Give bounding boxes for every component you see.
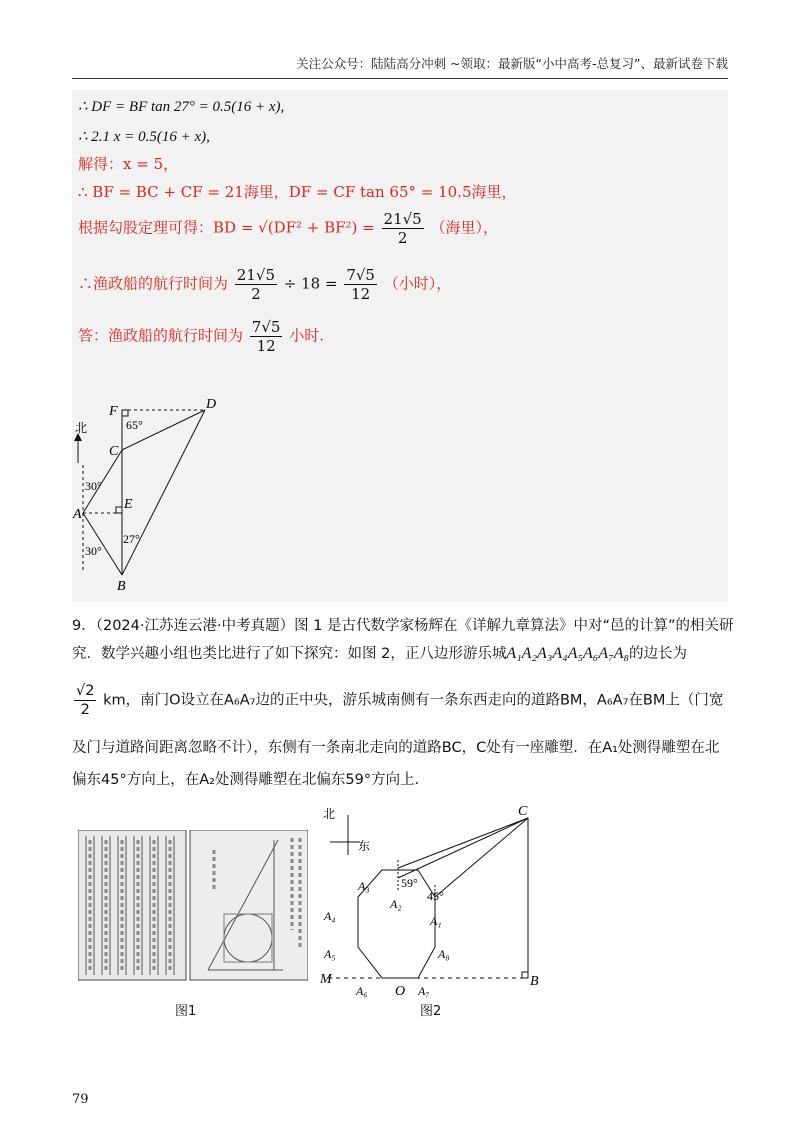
label-B: B (530, 974, 539, 989)
label-A2: A₂ (390, 897, 402, 911)
page-header: 关注公众号：陆陆高分冲刺 ~领取：最新版“小中高考-总复习”、最新试卷下载 (296, 56, 728, 71)
angle-27: 27° (123, 532, 140, 546)
question-line-3: $\frac{√2}{2}$ km，南门O设立在A₆A₇边的正中央，游乐城南侧有一条东西走向的道路BM，A₆A₇在BM上（门宽 (76, 683, 724, 718)
angle-30-top: 30° (85, 479, 102, 493)
solution-block (72, 90, 728, 602)
label-A6: A₆ (356, 984, 368, 998)
label-A5: A₅ (324, 947, 336, 961)
label-A8: A₈ (438, 947, 450, 961)
label-A4: A₄ (324, 909, 336, 923)
angle-30-bottom: 30° (85, 544, 102, 558)
label-B: B (117, 579, 126, 594)
page-number: 79 (72, 1092, 89, 1107)
angle-59: 59° (401, 876, 418, 890)
label-C: C (518, 804, 528, 819)
label-north: 北 (75, 421, 88, 435)
question-line-4: 及门与道路间距离忽略不计），东侧有一条南北走向的道路BC，C处有一座雕塑．在A₁处测得雕塑在北 (72, 740, 720, 756)
solution-diagram (72, 395, 242, 595)
label-D: D (206, 397, 217, 412)
label-O: O (395, 984, 406, 999)
solution-line-3: 解得：x = 5， (78, 155, 179, 173)
question-line-5: 偏东45°方向上，在A₂处测得雕塑在北偏东59°方向上． (72, 772, 430, 788)
label-A: A (73, 507, 82, 522)
label-M: M (320, 972, 332, 987)
solution-line-2: ∴ 2.1 x = 0.5(16 + x), (78, 129, 210, 145)
label-A7: A₇ (418, 984, 430, 998)
label-north: 北 (323, 807, 336, 821)
figure-1-scan (78, 830, 308, 982)
figure-1-caption: 图1 (175, 1004, 197, 1019)
solution-line-7: 答：渔政船的航行时间为 $\frac{7√5}{12}$ 小时. (78, 318, 325, 355)
header-divider (72, 78, 728, 79)
angle-45: 45° (427, 889, 444, 903)
label-E: E (124, 497, 133, 512)
solution-line-4: ∴ BF = BC + CF = 21海里，DF = CF tan 65° = 10.5海里， (78, 183, 517, 201)
question-line-2: 究．数学兴趣小组也类比进行了如下探究：如图 2，正八边形游乐城A₁A₂A₃A₄A₅A₆A₇A₈的边长为 (72, 645, 688, 662)
label-F: F (109, 404, 118, 419)
angle-65: 65° (126, 418, 143, 432)
solution-line-5: 根据勾股定理可得：BD = √(DF² + BF²) = $\frac{21√5}{2}$ （海里）， (78, 210, 499, 247)
label-A3: A₃ (358, 879, 370, 893)
figure-2-caption: 图2 (420, 1004, 442, 1019)
label-A1: A₁ (430, 914, 442, 928)
question-line-1: 9．（2024·江苏连云港·中考真题）图 1 是古代数学家杨辉在《详解九章算法》中对“邑的计算”的相关研 (72, 618, 734, 634)
label-C: C (109, 444, 119, 459)
octagon-name: A₁A₂A₃A₄A₅A₆A₇A₈ (506, 645, 630, 662)
solution-line-1: ∴ DF = BF tan 27° = 0.5(16 + x), (78, 99, 285, 115)
figure-2-diagram (318, 800, 548, 1000)
label-east: 东 (358, 839, 371, 853)
solution-line-6: ∴渔政船的航行时间为 $\frac{21√5}{2}$ ÷ 18 = $\frac{7√5}{12}$ （小时）， (78, 266, 452, 303)
